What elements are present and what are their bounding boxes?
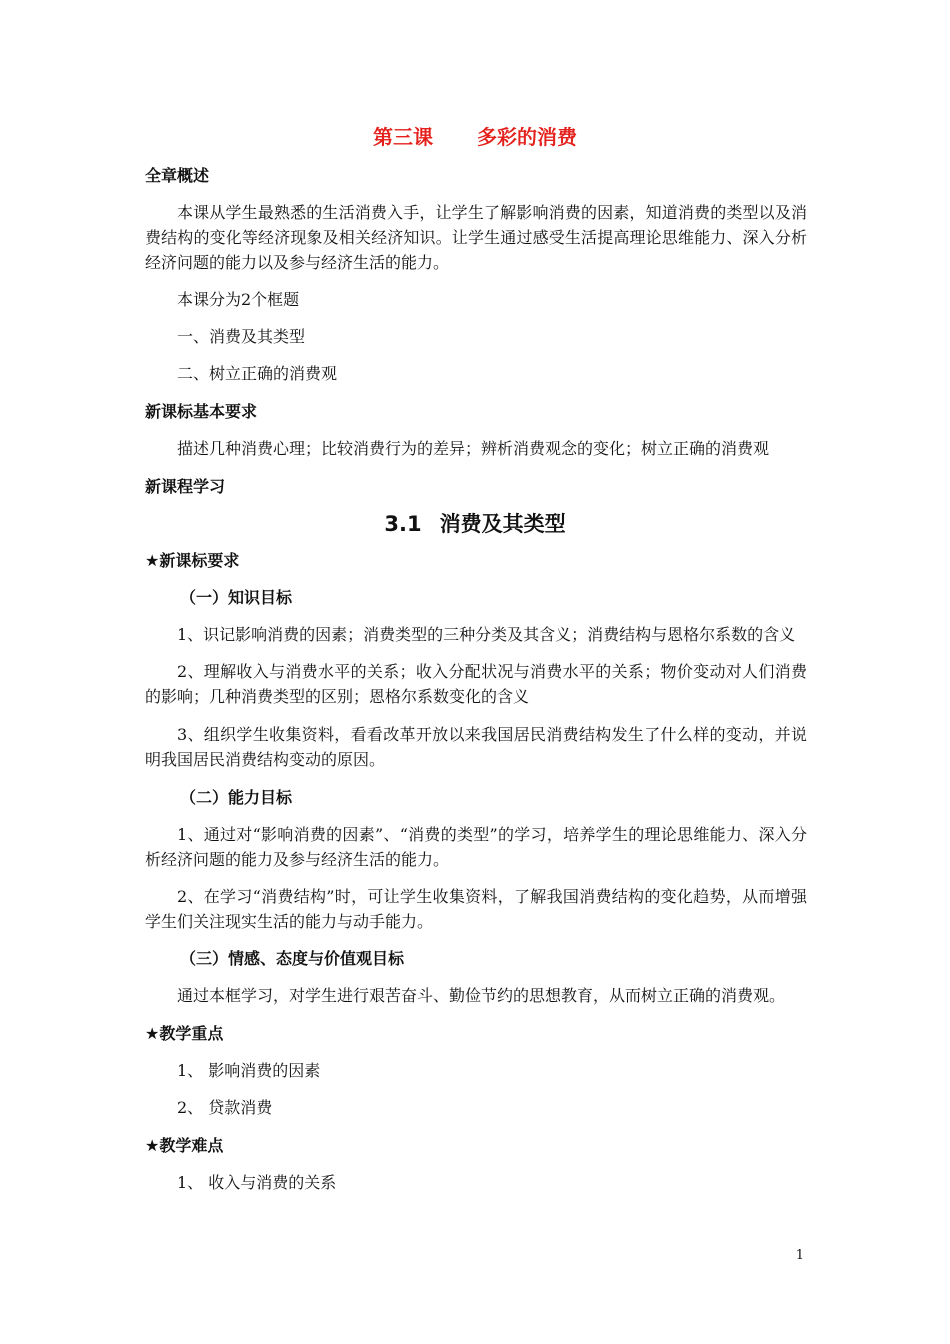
overview-division: 本课分为2个框题	[177, 290, 300, 309]
lesson-title	[0, 124, 950, 150]
standards-heading: 新课标基本要求	[145, 402, 258, 421]
lesson-topic: 多彩的消费	[477, 125, 577, 149]
ability-item: 1、通过对“影响消费的因素”、“消费的类型”的学习，培养学生的理论思维能力、深入分析经济问题的能力及参与经济生活的能力。	[145, 825, 807, 869]
difficulties-heading: ★教学难点	[145, 1136, 224, 1155]
section-number: 3.1	[384, 512, 422, 536]
knowledge-item: 1、识记影响消费的因素；消费类型的三种分类及其含义；消费结构与恩格尔系数的含义	[177, 625, 796, 644]
requirements-heading: ★新课标要求	[145, 551, 240, 570]
page-number: 1	[795, 1248, 804, 1263]
overview-item: 一、消费及其类型	[177, 327, 306, 346]
knowledge-heading: （一）知识目标	[180, 588, 293, 607]
lesson-number: 第三课	[373, 125, 433, 149]
emotion-text: 通过本框学习，对学生进行艰苦奋斗、勤俭节约的思想教育，从而树立正确的消费观。	[177, 986, 786, 1005]
overview-paragraph: 本课从学生最熟悉的生活消费入手，让学生了解影响消费的因素，知道消费的类型以及消费结构的变化等经济现象及相关经济知识。让学生通过感受生活提高理论思维能力、深入分析经济问题的能力以及参与经济生活的能力。	[145, 203, 807, 272]
ability-item: 2、在学习“消费结构”时，可让学生收集资料，了解我国消费结构的变化趋势，从而增强学生们关注现实生活的能力与动手能力。	[145, 887, 807, 931]
difficulty-item: 1、 收入与消费的关系	[177, 1173, 337, 1192]
standards-text: 描述几种消费心理；比较消费行为的差异；辨析消费观念的变化；树立正确的消费观	[177, 439, 770, 458]
study-heading: 新课程学习	[145, 477, 226, 496]
emotion-heading: （三）情感、态度与价值观目标	[180, 949, 405, 968]
overview-item: 二、树立正确的消费观	[177, 364, 338, 383]
ability-heading: （二）能力目标	[180, 788, 293, 807]
knowledge-item: 3、组织学生收集资料，看看改革开放以来我国居民消费结构发生了什么样的变动，并说明我国居民消费结构变动的原因。	[145, 725, 807, 769]
section-title	[0, 510, 950, 538]
key-point-item: 2、 贷款消费	[177, 1098, 273, 1117]
knowledge-item: 2、理解收入与消费水平的关系；收入分配状况与消费水平的关系；物价变动对人们消费的影响；几种消费类型的区别；恩格尔系数变化的含义	[145, 662, 807, 706]
key-point-item: 1、 影响消费的因素	[177, 1061, 321, 1080]
overview-heading: 全章概述	[145, 166, 210, 185]
key-points-heading: ★教学重点	[145, 1024, 224, 1043]
section-name: 消费及其类型	[439, 512, 566, 536]
